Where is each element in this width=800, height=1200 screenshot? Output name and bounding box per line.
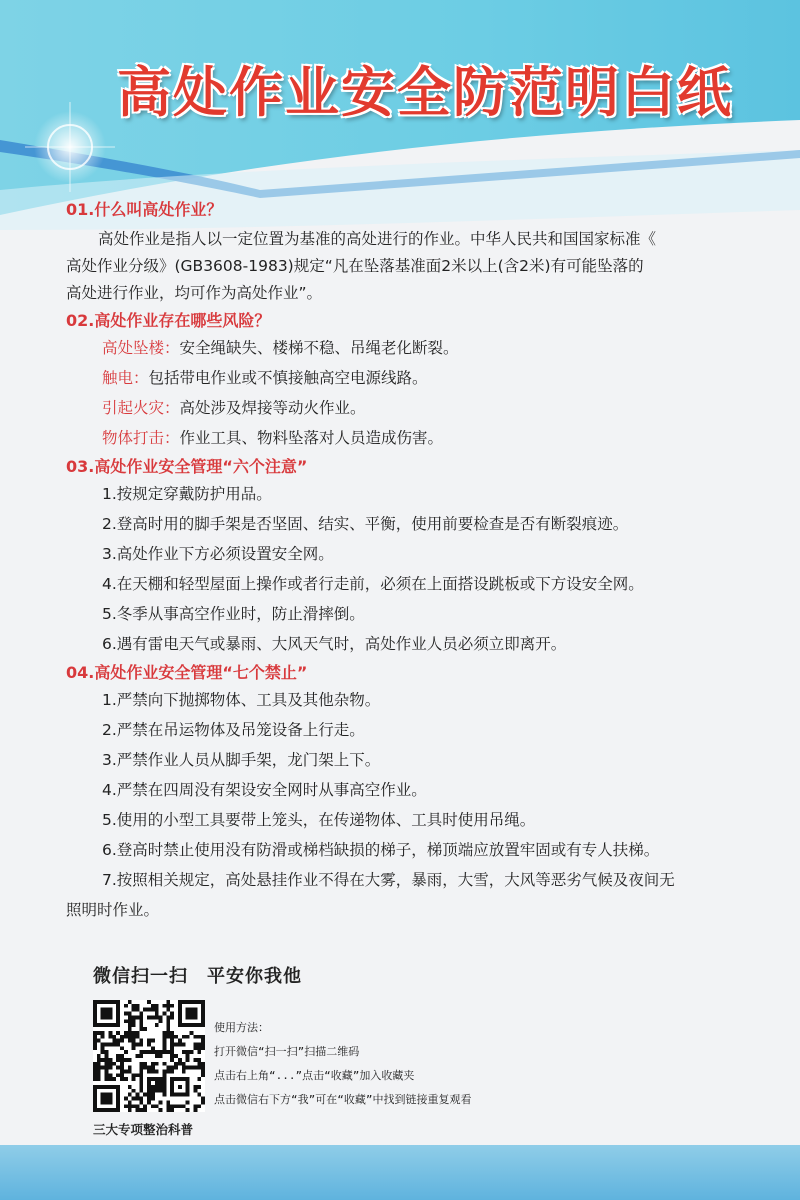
bottom-band: [0, 1145, 800, 1200]
risk-key: 引起火灾：: [102, 399, 180, 417]
list-item: 4.在天棚和轻型屋面上操作或者行走前，必须在上面搭设跳板或下方设安全网。: [102, 575, 644, 593]
usage-step: 打开微信“扫一扫”扫描二维码: [214, 1045, 360, 1058]
risk-item: [66, 423, 756, 453]
risk-text: 包括带电作业或不慎接触高空电源线路。: [148, 369, 428, 387]
page-title: 高处作业安全防范明白纸: [117, 61, 733, 124]
usage-step: 点击右上角“...”点击“收藏”加入收藏夹: [214, 1069, 415, 1082]
list-item: 1.按规定穿戴防护用品。: [102, 485, 272, 503]
risk-text: 作业工具、物料坠落对人员造成伤害。: [179, 429, 444, 447]
list-item: 6.登高时禁止使用没有防滑或梯档缺损的梯子，梯顶端应放置牢固或有专人扶梯。: [102, 841, 660, 859]
list-item: 5.冬季从事高空作业时，防止滑摔倒。: [102, 605, 365, 623]
risk-item: [66, 393, 756, 423]
list-item: 2.登高时用的脚手架是否坚固、结实、平衡，使用前要检查是否有断裂痕迹。: [102, 515, 629, 533]
list-item-continuation: 照明时作业。: [66, 901, 160, 919]
risk-key: 高处坠楼：: [102, 339, 180, 357]
list-item: 5.使用的小型工具要带上笼头，在传递物体、工具时使用吊绳。: [102, 811, 536, 829]
list-item: 7.按照相关规定，高处悬挂作业不得在大雾，暴雨，大雪，大风等恶劣气候及夜间无: [102, 871, 675, 889]
wechat-slogan: 微信扫一扫 平安你我他: [93, 966, 302, 987]
list-item: 6.遇有雷电天气或暴雨、大风天气时，高处作业人员必须立即离开。: [102, 635, 567, 653]
section-1-heading: 01.什么叫高处作业？: [66, 200, 223, 219]
risk-key: 触电：: [102, 369, 149, 387]
list-item: 3.高处作业下方必须设置安全网。: [102, 545, 334, 563]
section-4-heading: 04.高处作业安全管理“七个禁止”: [66, 663, 308, 682]
section-2-heading: 02.高处作业存在哪些风险？: [66, 311, 271, 330]
usage-title: 使用方法：: [214, 1021, 269, 1034]
section-3-heading: 03.高处作业安全管理“六个注意”: [66, 457, 308, 476]
section-1-line: 高处进行作业，均可作为高处作业”。: [66, 284, 323, 302]
risk-text: 高处涉及焊接等动火作业。: [179, 399, 366, 417]
section-1-line: 高处作业分级》(GB3608-1983)规定“凡在坠落基准面2米以上(含2米)有可能坠落的: [66, 257, 644, 275]
list-item: 3.严禁作业人员从脚手架，龙门架上下。: [102, 751, 381, 769]
risk-key: 物体打击：: [102, 429, 180, 447]
risk-item: [66, 333, 756, 363]
list-item: 4.严禁在四周没有架设安全网时从事高空作业。: [102, 781, 427, 799]
qr-code[interactable]: [93, 1000, 205, 1112]
risk-item: [66, 363, 756, 393]
usage-step: 点击微信右下方“我”可在“收藏”中找到链接重复观看: [214, 1093, 472, 1106]
usage-instructions: [214, 1016, 472, 1112]
risk-text: 安全绳缺失、楼梯不稳、吊绳老化断裂。: [179, 339, 459, 357]
list-item: 2.严禁在吊运物体及吊笼设备上行走。: [102, 721, 365, 739]
section-1-line: 高处作业是指人以一定位置为基准的高处进行的作业。中华人民共和国国家标准《: [98, 230, 657, 248]
list-item: 1.严禁向下抛掷物体、工具及其他杂物。: [102, 691, 381, 709]
main-content: [66, 198, 756, 925]
qr-caption: 三大专项整治科普: [93, 1122, 194, 1137]
